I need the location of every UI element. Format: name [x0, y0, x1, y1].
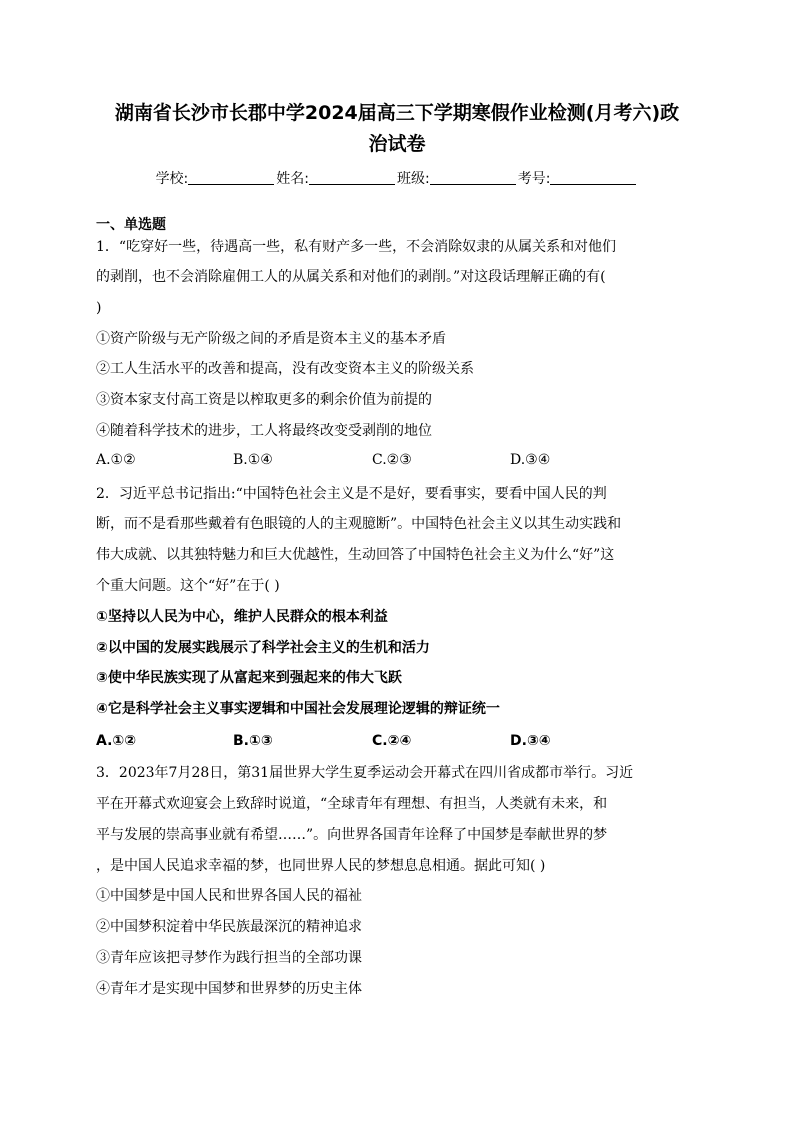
question-2-statement-3: ③使中华民族实现了从富起来到强起来的伟大飞跃	[96, 670, 402, 686]
number-field	[518, 168, 639, 188]
question-2-line-4: 个重大问题。这个“好”在于( )	[96, 578, 280, 594]
option-b[interactable]: B.①④	[233, 452, 273, 468]
school-label: 学校:	[155, 171, 189, 187]
number-blank[interactable]	[550, 172, 636, 185]
class-field	[397, 168, 518, 188]
question-1-statement-3: ③资本家支付高工资是以榨取更多的剩余价值为前提的	[96, 392, 432, 408]
question-3-line-4: ，是中国人民追求幸福的梦，也同世界人民的梦想息息相通。据此可知( )	[96, 858, 546, 874]
school-field	[156, 168, 277, 188]
option-b[interactable]: B.①③	[233, 733, 273, 749]
question-1-statement-4: ④随着科学技术的进步，工人将最终改变受剥削的地位	[96, 423, 432, 439]
name-blank[interactable]	[309, 172, 395, 185]
option-d[interactable]: D.③④	[510, 452, 551, 468]
name-label: 姓名:	[276, 171, 309, 187]
question-3-statement-3: ③青年应该把寻梦作为践行担当的全部功课	[96, 950, 362, 966]
question-1-line-3: )	[96, 300, 102, 316]
question-3-statement-4: ④青年才是实现中国梦和世界梦的历史主体	[96, 981, 362, 997]
class-blank[interactable]	[430, 172, 516, 185]
question-1-line-2: 的剥削，也不会消除雇佣工人的从属关系和对他们的剥削。”对这段话理解正确的有(	[96, 269, 606, 285]
school-blank[interactable]	[188, 172, 274, 185]
option-c[interactable]: C.②③	[372, 452, 412, 468]
question-3-line-2: 平在开幕式欢迎宴会上致辞时说道，“全球青年有理想、有担当，人类就有未来，和	[96, 796, 608, 812]
exam-title	[90, 98, 704, 160]
student-info-row	[0, 168, 794, 188]
question-3-statement-2: ②中国梦积淀着中华民族最深沉的精神追求	[96, 919, 362, 935]
option-a[interactable]: A.①②	[96, 733, 137, 749]
question-1-statement-2: ②工人生活水平的改善和提高，没有改变资本主义的阶级关系	[96, 361, 474, 377]
question-1-statement-1: ①资产阶级与无产阶级之间的矛盾是资本主义的基本矛盾	[96, 331, 446, 347]
question-2-line-3: 伟大成就、以其独特魅力和巨大优越性，生动回答了中国特色社会主义为什么“好”这	[96, 547, 615, 563]
title-line-1: 湖南省长沙市长郡中学2024届高三下学期寒假作业检测(月考六)政	[114, 102, 680, 124]
question-2-line-1: 2．习近平总书记指出:“中国特色社会主义是不是好，要看事实，要看中国人民的判	[96, 486, 607, 502]
question-3-line-3: 平与发展的崇高事业就有希望……”。向世界各国青年诠释了中国梦是奉献世界的梦	[96, 827, 608, 843]
question-3-statement-1: ①中国梦是中国人民和世界各国人民的福祉	[96, 888, 362, 904]
question-3-line-1: 3．2023年7月28日，第31届世界大学生夏季运动会开幕式在四川省成都市举行。习近	[96, 765, 634, 781]
option-a[interactable]: A.①②	[96, 452, 136, 468]
number-label: 考号:	[517, 171, 551, 187]
question-2-statement-4: ④它是科学社会主义事实逻辑和中国社会发展理论逻辑的辩证统一	[96, 701, 500, 717]
section-heading: 一、单选题	[96, 217, 166, 233]
question-2-statement-1: ①坚持以人民为中心，维护人民群众的根本利益	[96, 609, 388, 625]
class-label: 班级:	[397, 171, 430, 187]
title-line-2: 治试卷	[368, 133, 426, 155]
option-d[interactable]: D.③④	[510, 733, 551, 749]
question-1-line-1: 1．“吃穿好一些，待遇高一些，私有财产多一些，不会消除奴隶的从属关系和对他们	[96, 239, 617, 255]
question-2-line-2: 断，而不是看那些戴着有色眼镜的人的主观臆断”。中国特色社会主义以其生动实践和	[96, 516, 622, 532]
name-field	[276, 168, 397, 188]
option-c[interactable]: C.②④	[372, 733, 412, 749]
question-2-statement-2: ②以中国的发展实践展示了科学社会主义的生机和活力	[96, 640, 430, 656]
